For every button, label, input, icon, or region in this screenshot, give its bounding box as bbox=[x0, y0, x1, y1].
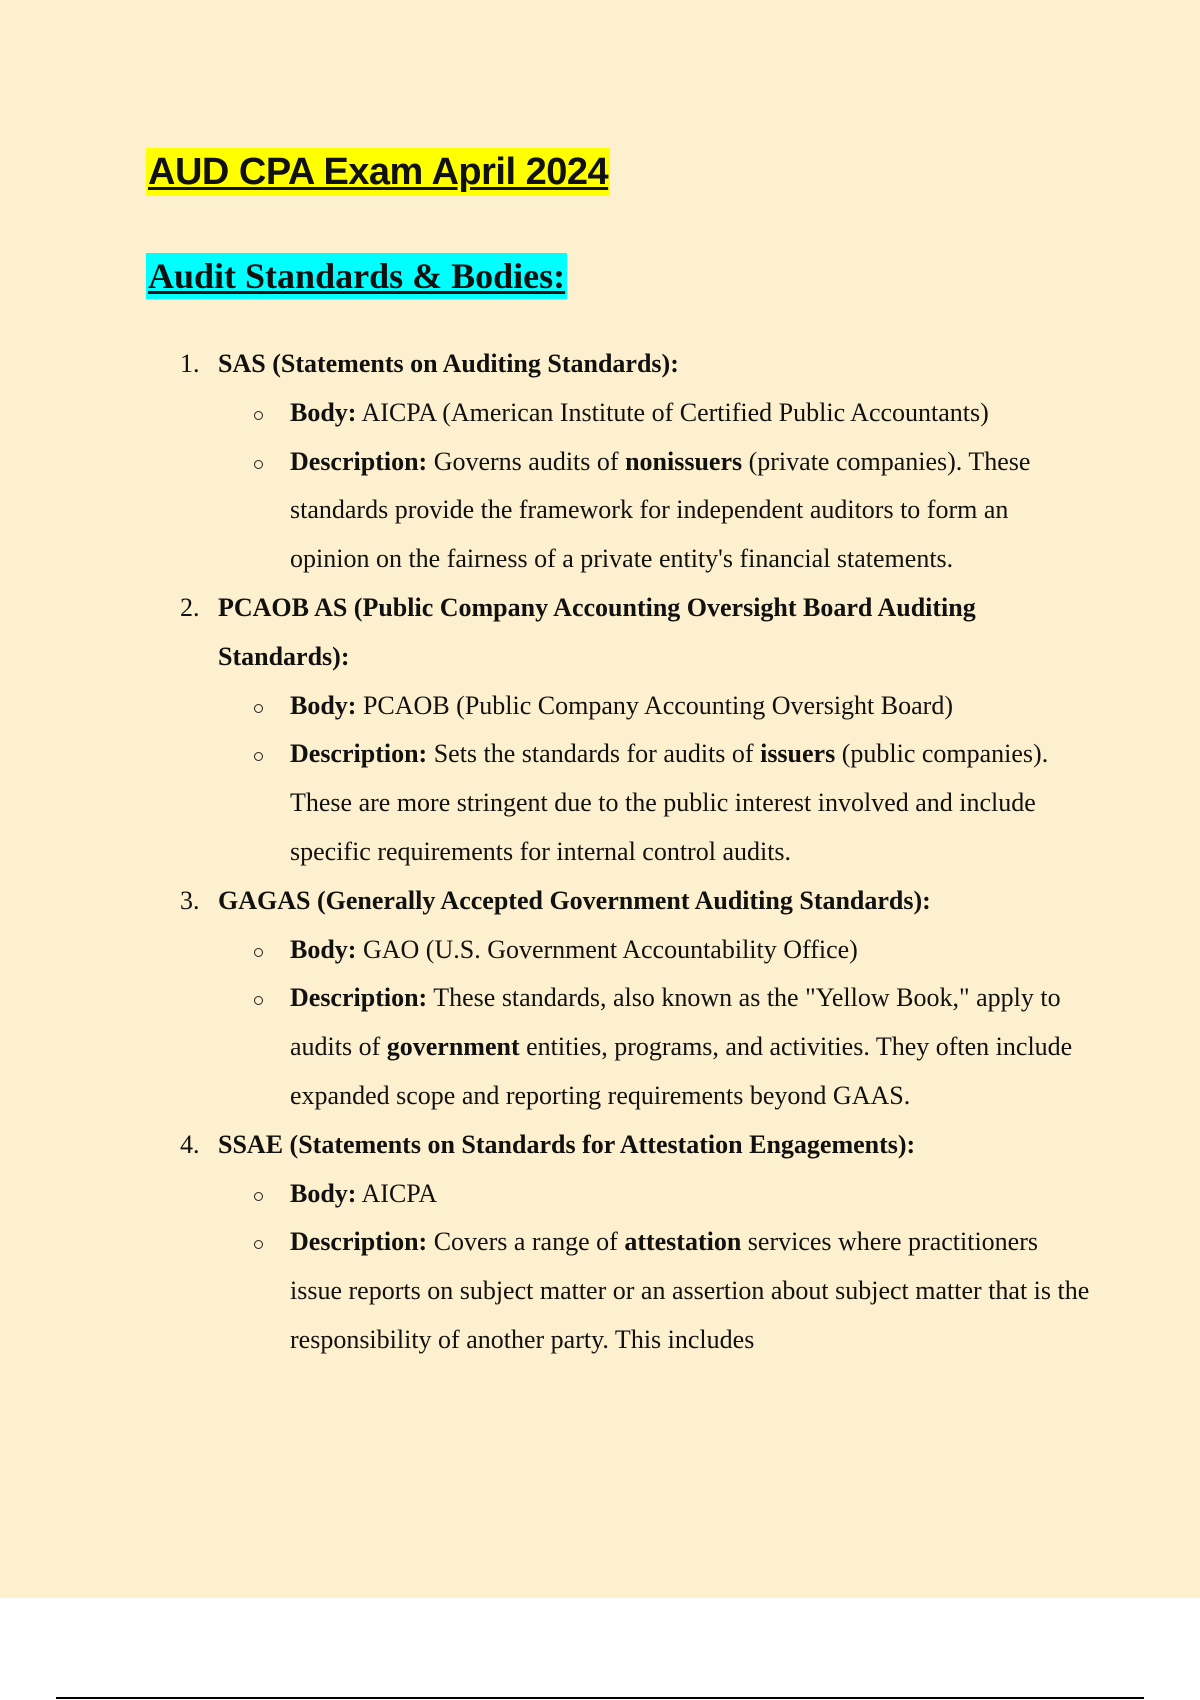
body-label: Body: bbox=[290, 934, 357, 964]
sub-list bbox=[218, 682, 1090, 877]
body-value: GAO (U.S. Government Accountability Office) bbox=[356, 934, 858, 964]
description-entry bbox=[290, 974, 1090, 1120]
description-label: Description: bbox=[290, 739, 428, 769]
item-title: SAS (Statements on Auditing Standards): bbox=[218, 349, 679, 378]
hollow-circle-bullet-icon bbox=[254, 1192, 263, 1201]
body-entry bbox=[290, 1170, 1090, 1219]
description-text: Covers a range of bbox=[427, 1227, 625, 1257]
item-title: PCAOB AS (Public Company Accounting Oversight Board Auditing Standards): bbox=[218, 592, 976, 671]
item-title: SSAE (Statements on Standards for Attestation Engagements): bbox=[218, 1129, 916, 1159]
body-value: AICPA bbox=[356, 1178, 438, 1208]
hollow-circle-bullet-icon bbox=[254, 411, 263, 420]
item-number: 4. bbox=[180, 1129, 200, 1159]
sub-list bbox=[218, 1170, 1090, 1365]
footer-rule bbox=[56, 1697, 1144, 1699]
description-label: Description: bbox=[290, 1227, 428, 1257]
list-item bbox=[180, 877, 1090, 1121]
hollow-circle-bullet-icon bbox=[254, 948, 263, 957]
item-number: 3. bbox=[180, 885, 200, 915]
document-title: AUD CPA Exam April 2024 bbox=[146, 148, 610, 196]
description-label: Description: bbox=[290, 446, 428, 476]
description-emphasis: attestation bbox=[624, 1227, 742, 1257]
description-label: Description: bbox=[290, 983, 428, 1013]
description-entry bbox=[290, 1218, 1090, 1364]
description-entry bbox=[290, 730, 1090, 876]
description-text-rest: (public companies). These are more stringent due to the public interest involved and include specific requirements for internal control audits. bbox=[290, 739, 1049, 866]
description-text-rest: services where practitioners issue reports on subject matter or an assertion about subject matter that is the responsibility of another party. This includes bbox=[290, 1227, 1090, 1354]
item-number: 2. bbox=[180, 592, 200, 622]
description-text: Governs audits of bbox=[427, 446, 626, 476]
list-item bbox=[180, 340, 1090, 584]
list-item bbox=[180, 584, 1090, 877]
description-text: Sets the standards for audits of bbox=[427, 739, 761, 769]
body-label: Body: bbox=[290, 690, 357, 720]
description-emphasis: issuers bbox=[760, 739, 836, 769]
sub-list bbox=[218, 926, 1090, 1121]
body-entry bbox=[290, 682, 1090, 731]
description-text-rest: entities, programs, and activities. They often include expanded scope and reporting requirements beyond GAAS. bbox=[290, 1032, 1073, 1110]
body-value: PCAOB (Public Company Accounting Oversight Board) bbox=[356, 690, 953, 720]
body-value: AICPA (American Institute of Certified Public Accountants) bbox=[356, 397, 989, 427]
standards-list bbox=[180, 340, 1090, 1365]
body-label: Body: bbox=[290, 1178, 357, 1208]
item-title: GAGAS (Generally Accepted Government Auditing Standards): bbox=[218, 885, 931, 915]
body-label: Body: bbox=[290, 397, 357, 427]
body-entry bbox=[290, 389, 1090, 438]
body-entry bbox=[290, 926, 1090, 975]
section-heading: Audit Standards & Bodies: bbox=[146, 253, 567, 299]
hollow-circle-bullet-icon bbox=[254, 996, 263, 1005]
description-emphasis: nonissuers bbox=[625, 446, 743, 476]
hollow-circle-bullet-icon bbox=[254, 752, 263, 761]
sub-list bbox=[218, 389, 1090, 584]
item-number: 1. bbox=[180, 349, 200, 378]
description-text-rest: (private companies). These standards provide the framework for independent auditors to form an opinion on the fairness of a private entity's financial statements. bbox=[290, 446, 1031, 574]
description-text: These standards, also known as the "Yellow Book," apply to audits of bbox=[290, 983, 1061, 1062]
list-item bbox=[180, 1121, 1090, 1365]
description-emphasis: government bbox=[386, 1032, 520, 1062]
hollow-circle-bullet-icon bbox=[254, 460, 263, 469]
hollow-circle-bullet-icon bbox=[254, 704, 263, 713]
description-entry bbox=[290, 438, 1090, 584]
hollow-circle-bullet-icon bbox=[254, 1240, 263, 1249]
